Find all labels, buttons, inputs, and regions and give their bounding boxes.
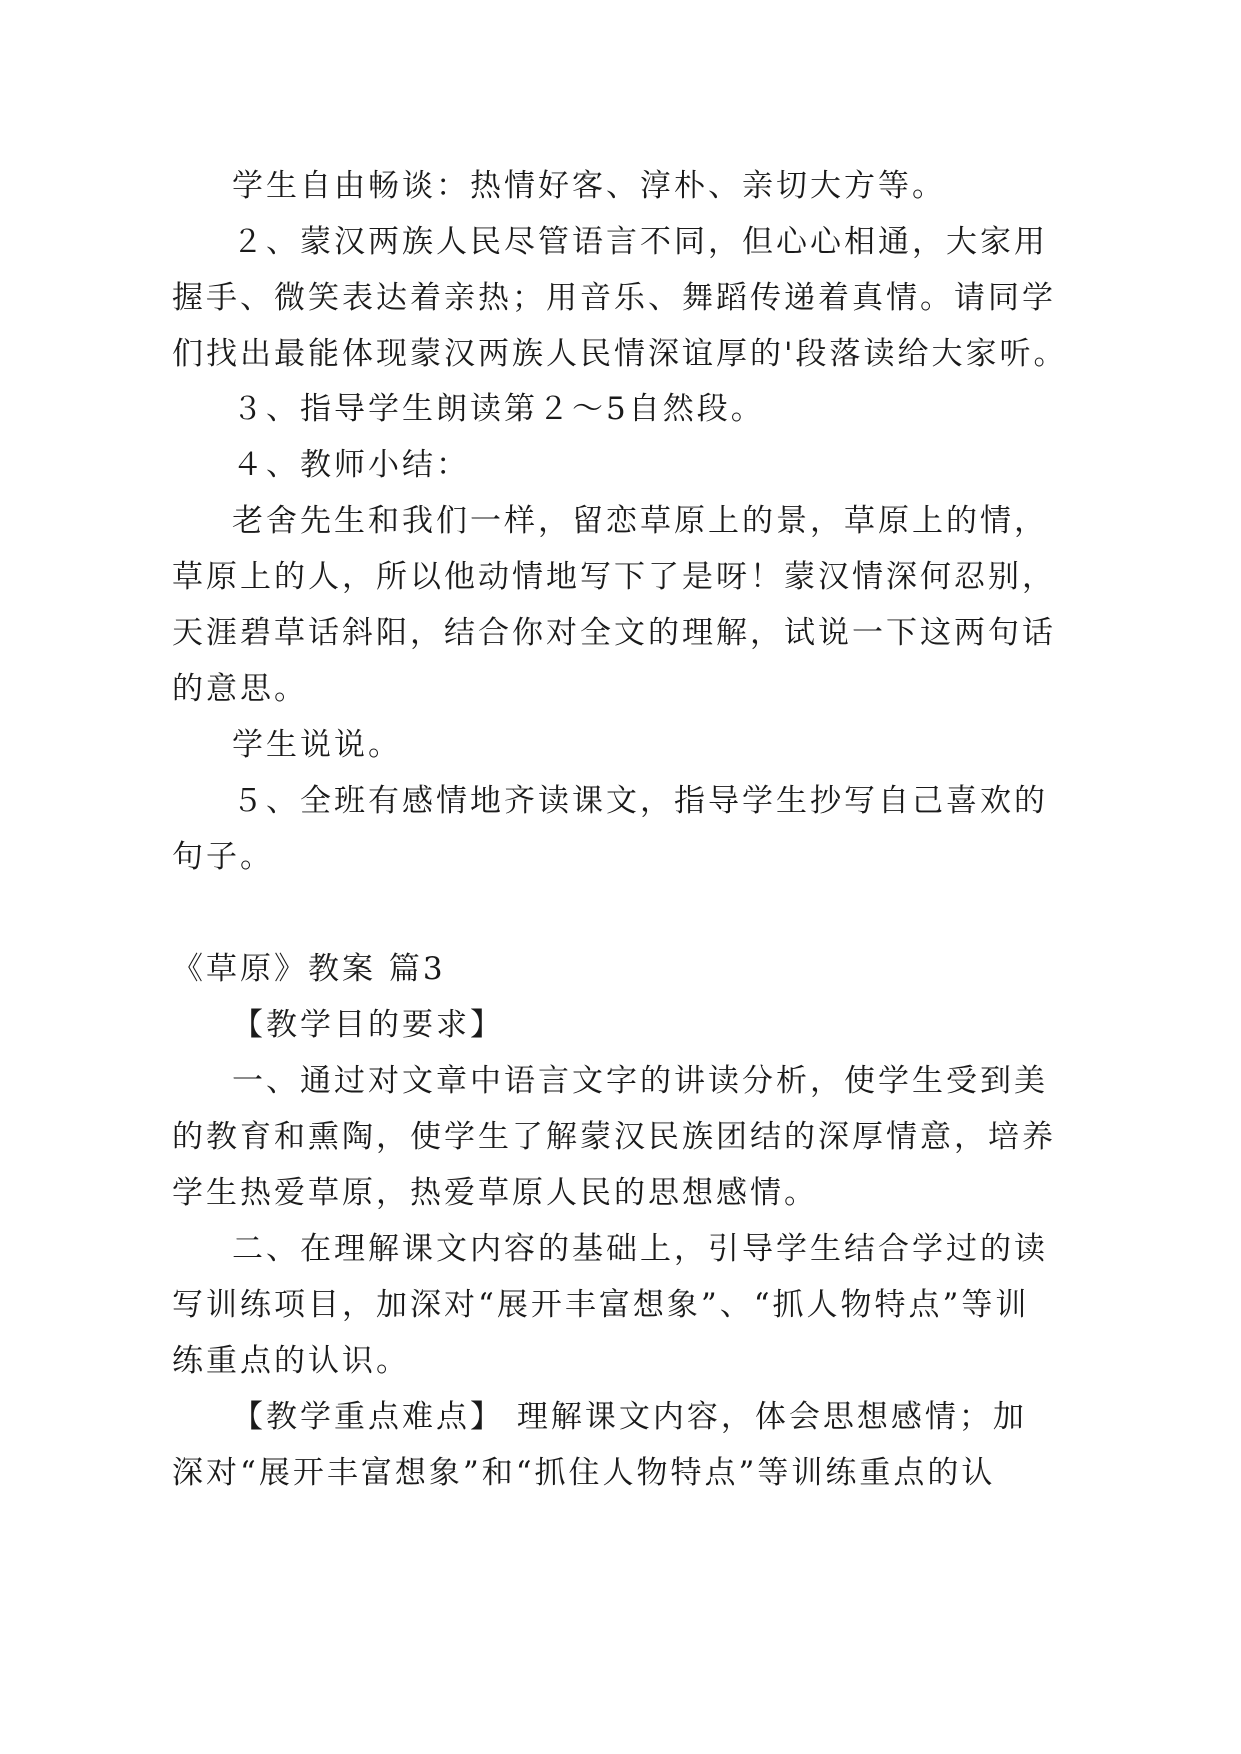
text-line: 的教育和熏陶，使学生了解蒙汉民族团结的深厚情意，培养: [172, 1119, 1056, 1155]
text-line: ２、蒙汉两族人民尽管语言不同，但心心相通，大家用: [232, 224, 1048, 260]
text-line: ４、教师小结：: [232, 447, 470, 483]
subsection-heading: 【教学目的要求】: [232, 1007, 504, 1043]
text-line: 天涯碧草话斜阳，结合你对全文的理解，试说一下这两句话: [172, 615, 1056, 651]
text-line: 二、在理解课文内容的基础上，引导学生结合学过的读: [232, 1231, 1048, 1267]
text-line: ５、全班有感情地齐读课文，指导学生抄写自己喜欢的: [232, 783, 1048, 819]
text-line: 学生说说。: [232, 727, 402, 763]
text-line: 的意思。: [172, 671, 308, 707]
text-line: 们找出最能体现蒙汉两族人民情深谊厚的'段落读给大家听。: [172, 336, 1068, 372]
text-line: 写训练项目，加深对“展开丰富想象”、“抓人物特点”等训: [172, 1287, 1030, 1323]
text-line: 一、通过对文章中语言文字的讲读分析，使学生受到美: [232, 1063, 1048, 1099]
text-line: 草原上的人，所以他动情地写下了是呀！蒙汉情深何忍别，: [172, 559, 1056, 595]
text-line: 握手、微笑表达着亲热；用音乐、舞蹈传递着真情。请同学: [172, 280, 1056, 316]
text-line: ３、指导学生朗读第２～5自然段。: [232, 391, 765, 427]
text-line: 学生自由畅谈：热情好客、淳朴、亲切大方等。: [232, 168, 946, 204]
text-line: 句子。: [172, 839, 274, 875]
text-line: 深对“展开丰富想象”和“抓住人物特点”等训练重点的认: [172, 1455, 996, 1491]
text-line: 练重点的认识。: [172, 1343, 410, 1379]
text-line: 【教学重点难点】 理解课文内容，体会思想感情；加: [232, 1399, 1027, 1435]
text-line: 学生热爱草原，热爱草原人民的思想感情。: [172, 1175, 818, 1211]
text-line: 老舍先生和我们一样，留恋草原上的景，草原上的情，: [232, 503, 1048, 539]
section-heading: 《草原》教案 篇3: [172, 951, 446, 987]
